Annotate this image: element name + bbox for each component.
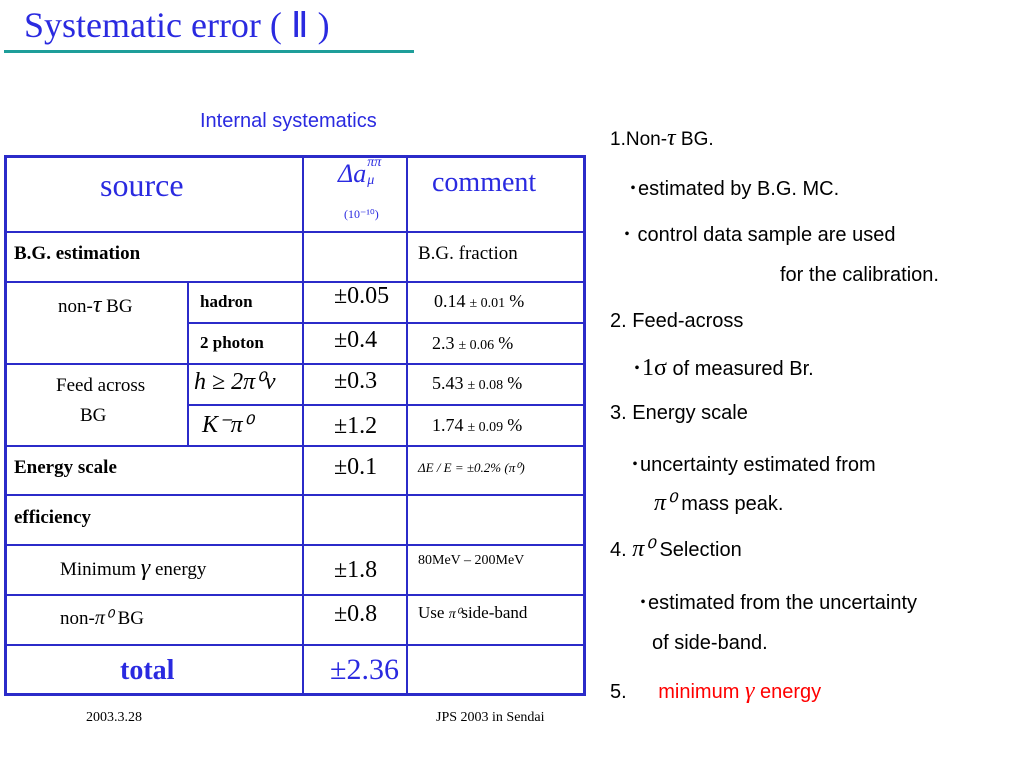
row-min-gamma-source: Minimum γ energy: [60, 555, 207, 581]
row-h-channel-source: h ≥ 2π⁰ν: [194, 369, 276, 395]
header-source: source: [100, 167, 184, 203]
row-min-gamma-value: ±1.8: [334, 557, 378, 583]
column-divider-value: [302, 155, 304, 696]
row-non-pi0-value: ±0.8: [334, 601, 378, 627]
footer-date: 2003.3.28: [86, 710, 142, 725]
row-min-gamma-comment: 80MeV – 200MeV: [418, 553, 525, 568]
row-hadron-comment: 0.14 ± 0.01 %: [434, 291, 525, 311]
note-1c: for the calibration.: [780, 264, 939, 286]
note-4b: of side-band.: [652, 632, 768, 654]
row-hadron-value: ±0.05: [334, 283, 390, 309]
table-border-bottom: [4, 693, 586, 696]
column-divider-comment: [406, 155, 408, 696]
row-k-channel-comment: 1.74 ± 0.09 %: [432, 415, 523, 435]
row-total-value: ±2.36: [330, 653, 399, 686]
slide-title: Systematic error ( Ⅱ ): [24, 5, 330, 45]
row-feed-across-bg: BG: [80, 405, 107, 426]
row-divider: [4, 445, 586, 447]
table-subtitle: Internal systematics: [200, 110, 377, 132]
table-border-left: [4, 155, 7, 696]
note-3a: ･uncertainty estimated from: [630, 454, 876, 476]
row-total-source: total: [120, 655, 175, 686]
note-4a: ･estimated from the uncertainty: [638, 592, 918, 614]
note-2: 2. Feed-across: [610, 310, 744, 332]
row-divider: [4, 494, 586, 496]
row-bg-estimation-source: B.G. estimation: [14, 243, 141, 264]
systematics-table: [4, 155, 586, 696]
title-underline: [4, 50, 414, 53]
row-k-channel-value: ±1.2: [334, 413, 378, 439]
row-divider: [4, 644, 586, 646]
row-divider: [4, 594, 586, 596]
header-comment: comment: [432, 167, 537, 198]
row-two-photon-source: 2 photon: [200, 333, 264, 352]
note-1b: ･ control data sample are used: [622, 224, 896, 246]
note-3: 3. Energy scale: [610, 402, 748, 424]
note-4: 4. π⁰ Selection: [610, 536, 742, 562]
row-two-photon-comment: 2.3 ± 0.06 %: [432, 333, 514, 353]
row-efficiency-source: efficiency: [14, 507, 92, 528]
row-divider: [4, 363, 586, 365]
row-h-channel-comment: 5.43 ± 0.08 %: [432, 373, 523, 393]
row-k-channel-source: K⁻π⁰: [202, 412, 253, 438]
row-energy-scale-source: Energy scale: [14, 457, 117, 478]
table-border-right: [583, 155, 586, 696]
row-two-photon-value: ±0.4: [334, 327, 378, 353]
header-unit: (10⁻¹⁰): [344, 207, 379, 221]
row-h-channel-value: ±0.3: [334, 368, 378, 394]
note-2a: ･1σ of measured Br.: [632, 355, 814, 381]
row-energy-scale-comment: ΔE / E = ±0.2% (π⁰): [418, 460, 525, 475]
row-divider: [187, 322, 586, 324]
row-non-tau-label: non-τ BG: [58, 292, 133, 318]
header-quantity: Δa ππ μ: [338, 155, 382, 188]
note-1a: ･estimated by B.G. MC.: [628, 178, 840, 200]
row-energy-scale-value: ±0.1: [334, 454, 378, 480]
note-1: 1.Non-τ BG.: [610, 125, 714, 151]
footer-venue: JPS 2003 in Sendai: [436, 710, 545, 725]
row-hadron-source: hadron: [200, 292, 253, 311]
row-non-pi0-comment: Use π⁰side-band: [418, 603, 528, 622]
row-divider: [4, 231, 586, 233]
row-non-pi0-source: non-π⁰ BG: [60, 607, 145, 629]
row-feed-across-label: Feed across: [56, 375, 146, 396]
row-divider: [4, 281, 586, 283]
table-border-top: [4, 155, 586, 158]
row-divider: [4, 544, 586, 546]
note-5: 5. minimum γ energy: [610, 678, 822, 704]
row-divider: [187, 404, 586, 406]
row-bg-estimation-comment: B.G. fraction: [418, 243, 518, 264]
note-3b: π⁰ mass peak.: [654, 490, 784, 516]
